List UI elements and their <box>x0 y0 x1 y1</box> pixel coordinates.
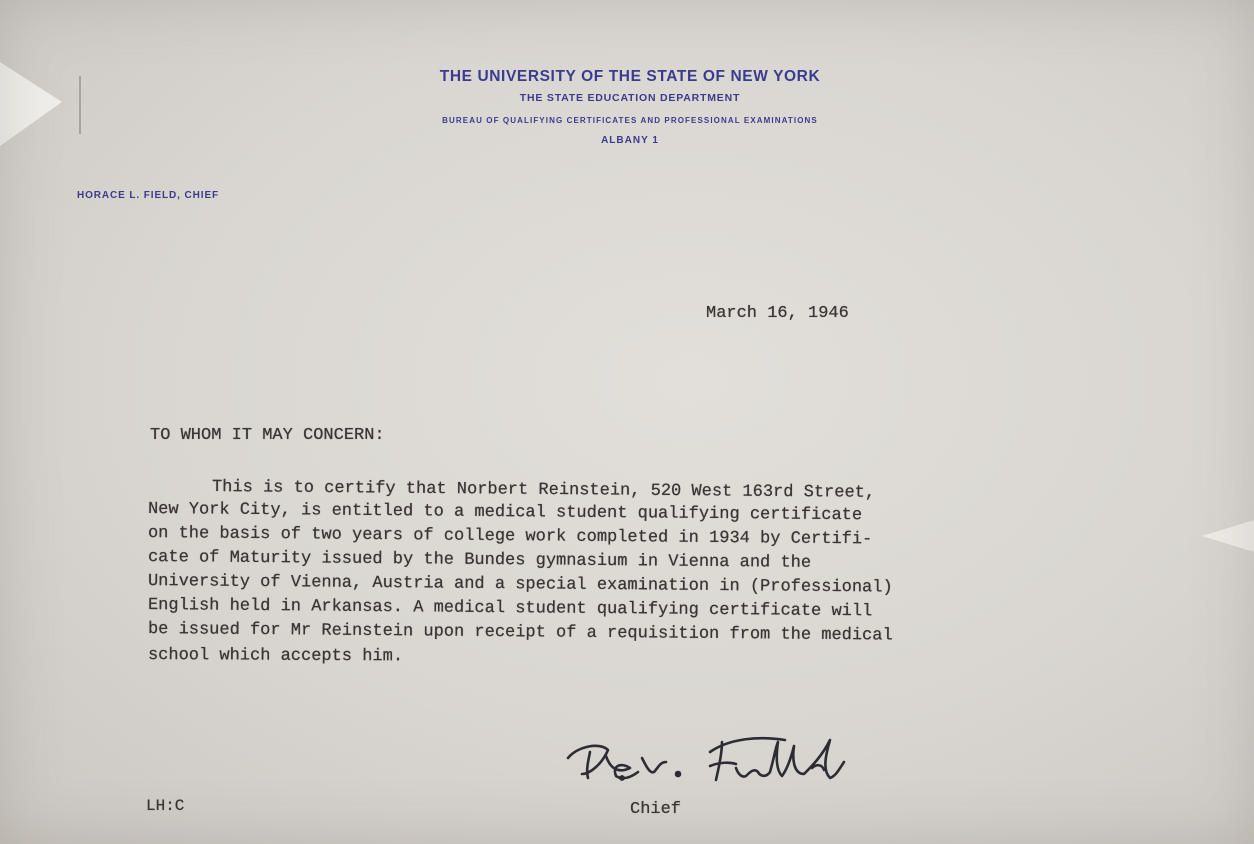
body-line: be issued for Mr Reinstein upon receipt of a requisition from the medical <box>147 620 893 646</box>
letter-date: March 16, 1946 <box>706 304 849 323</box>
body-line: cate of Maturity issued by the Bundes gymnasium in Vienna and the <box>147 548 812 573</box>
letterhead-bureau: BUREAU OF QUALIFYING CERTIFICATES AND PROFESSIONAL EXAMINATIONS <box>442 116 818 125</box>
body-line: This is to certify that Norbert Reinstein, 520 West 163rd Street, <box>211 478 876 503</box>
letterhead-chief: HORACE L. FIELD, CHIEF <box>77 190 220 201</box>
salutation: TO WHOM IT MAY CONCERN: <box>150 426 385 445</box>
body-line: on the basis of two years of college work completed in 1934 by Certifi- <box>147 524 873 550</box>
body-line: school which accepts him. <box>147 646 404 667</box>
letterhead-university: THE UNIVERSITY OF THE STATE OF NEW YORK <box>439 68 821 85</box>
worn-corner <box>0 62 62 146</box>
signature-title: Chief <box>630 800 682 819</box>
handwritten-signature <box>560 728 860 798</box>
body-line: English held in Arkansas. A medical student qualifying certificate will <box>147 596 873 622</box>
paper-mark <box>79 76 81 134</box>
letterhead-department: THE STATE EDUCATION DEPARTMENT <box>519 92 741 104</box>
worn-corner <box>1202 520 1254 552</box>
letterhead-city: ALBANY 1 <box>601 135 659 146</box>
body-line: New York City, is entitled to a medical student qualifying certificate <box>147 500 863 526</box>
typist-initials: LH:C <box>146 797 185 815</box>
body-line: University of Vienna, Austria and a special examination in (Professional) <box>147 572 893 598</box>
